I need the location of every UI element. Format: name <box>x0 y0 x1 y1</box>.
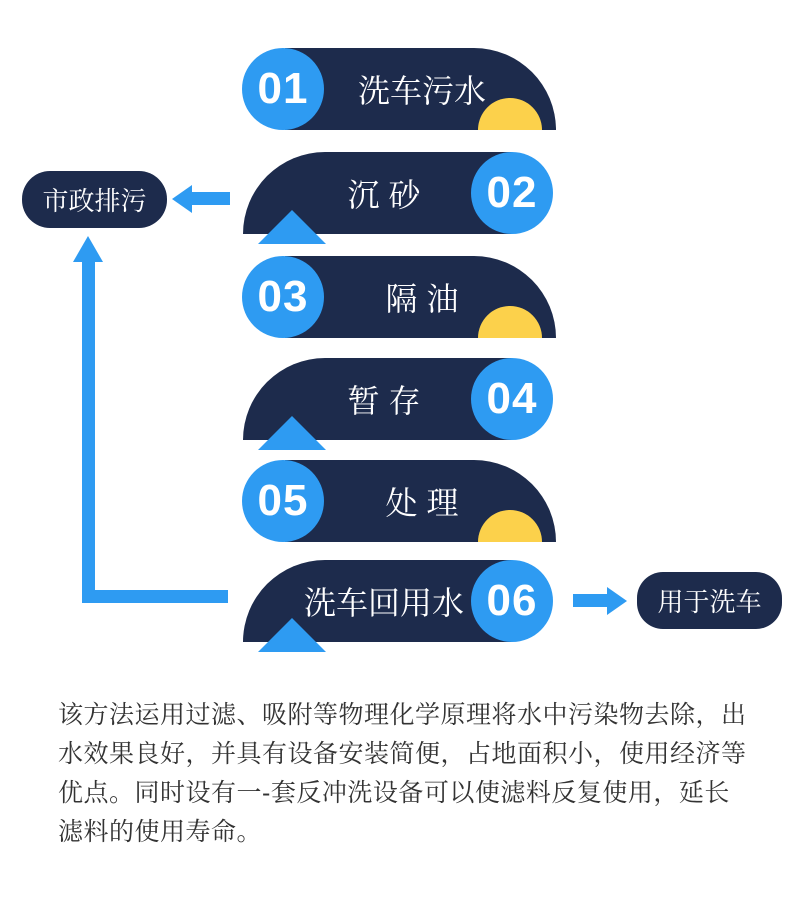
step-05-label: 处 理 <box>385 485 459 521</box>
step-03-label: 隔 油 <box>385 281 459 317</box>
municipal-discharge-pill <box>22 171 167 228</box>
arrow-left-icon <box>172 185 192 213</box>
step-03-number-badge: 03 <box>242 256 324 338</box>
description-line: 滤料的使用寿命。 <box>58 818 263 846</box>
connector-horizontal-line <box>82 590 228 603</box>
description-line: 水效果良好，并具有设备安装简便，占地面积小，使用经济等 <box>58 740 747 768</box>
step-06-number-badge: 06 <box>471 560 553 642</box>
step-04-number-badge: 04 <box>471 358 553 440</box>
step-04-label: 暂 存 <box>347 383 421 419</box>
arrow-left-shaft <box>192 192 230 205</box>
description-line: 该方法运用过滤、吸附等物理化学原理将水中污染物去除，出 <box>58 701 747 729</box>
step-01-label: 洗车污水 <box>357 73 486 109</box>
arrow-up-icon <box>73 236 103 262</box>
step-05-number-badge: 05 <box>242 460 324 542</box>
reuse-pill <box>637 572 782 629</box>
step-02-number-badge: 02 <box>471 152 553 234</box>
reuse-label: 用于洗车 <box>657 587 762 617</box>
arrow-right-icon <box>607 587 627 615</box>
municipal-discharge-label: 市政排污 <box>42 186 147 216</box>
description-line: 优点。同时设有一-套反冲洗设备可以使滤料反复使用，延长 <box>58 779 730 807</box>
connector-vertical-line <box>82 260 95 603</box>
step-01-number-badge: 01 <box>242 48 324 130</box>
arrow-right-shaft <box>573 594 607 607</box>
step-02-label: 沉 砂 <box>347 177 421 213</box>
step-06-label: 洗车回用水 <box>303 585 464 621</box>
